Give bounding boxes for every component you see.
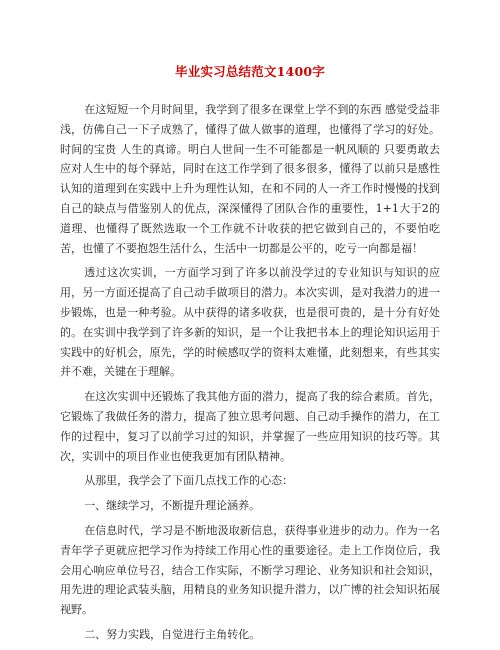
document-body: [60, 100, 440, 650]
document-title: 毕业实习总结范文1400字: [175, 64, 325, 79]
paragraph-4: 从那里，我学会了下面几点找工作的心态：: [84, 474, 294, 488]
paragraph-3: 在这次实训中还锻炼了我其他方面的潜力，提高了我的综合素质。首先，它锻炼了我做任务的潜力，提高了独立思考问题、自己动手操作的潜力，在工作的过程中，复习了以前学习过的知识，并掌握了一些应用知识的技巧等。其次，实训中的项目作业也使我更加有团队精神。: [60, 390, 440, 463]
paragraph-2: 透过这次实训，一方面学习到了许多以前没学过的专业知识与知识的应用，另一方面还提高了自己动手做项目的潜力。本次实训，是对我潜力的进一步锻炼，也是一种考验。从中获得的诸多收获，也是很可贵的，是十分有好处的。在实训中我学到了许多新的知识，是一个让我把书本上的理论知识运用于实践中的好机会，原先，学的时候感叹学的资料太难懂，此刻想来，有些其实并不难，关键在于理解。: [60, 266, 440, 379]
paragraph-5: 在信息时代，学习是不断地汲取新信息，获得事业进步的动力。作为一名青年学子更就应把学习作为持续工作用心性的重要途径。走上工作岗位后，我会用心响应单位号召，结合工作实际，不断学习理论、业务知识和社会知识，用先进的理论武装头脑，用精良的业务知识提升潜力，以广博的社会知识拓展视野。: [60, 523, 440, 617]
section-heading-1: 一、继续学习，不断提升理论涵养。: [84, 499, 261, 513]
section-heading-2: 二、努力实践，自觉进行主角转化。: [84, 627, 261, 641]
paragraph-1: 在这短短一个月时间里，我学到了很多在课堂上学不到的东西 感觉受益非浅，仿佛自己一下子成熟了，懂得了做人做事的道理，也懂得了学习的好处。时间的宝贵 人生的真谛。明白人世间一生不可能都是一帆风顺的 只要勇敢去应对人生中的每个驿站，同时在这工作学到了很多很多，懂得了以前只是感性认知的道理到在实践中上升为理性认知，在和不同的人一齐工作时慢慢的找到自己的缺点与借鉴别人的优点，深深懂得了团队合作的重要性，1+1大于2的道理、也懂得了既然选取一个工作就不计收获的把它做到自己的，不要怕吃苦，也懂了不要抱怨生活什么，生活中一切都是公平的，吃亏一向都是福！: [60, 103, 440, 255]
